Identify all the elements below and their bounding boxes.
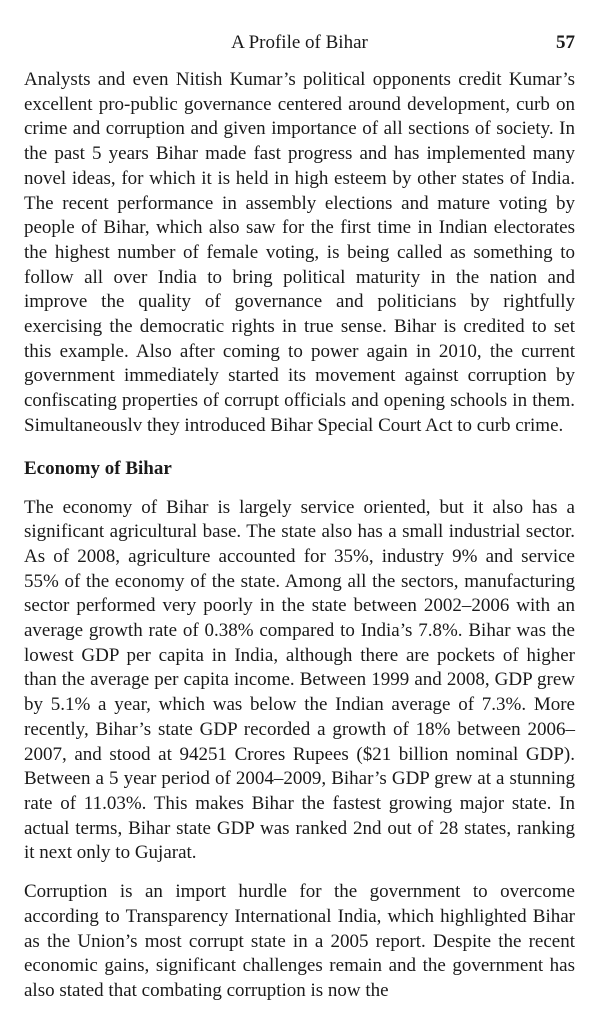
paragraph-economy: The economy of Bihar is largely service oriented, but it also has a significant agricultural base. The state also has a small industrial sector. As of 2008, agriculture accounted for 35%, industry 9% and service 55% of the economy of the state. Among all the sectors, manufacturing sector performed very poorly in the state between 2002–2006 with an average growth rate of 0.38% compared to India’s 7.8%. Bihar was the lowest GDP per capita in India, although there are pockets of higher than the average per capita income. Between 1999 and 2008, GDP grew by 5.1% a year, which was below the Indian average of 7.3%. More recently, Bihar’s state GDP recorded a growth of 18% between 2006–2007, and stood at 94251 Crores Rupees ($21 billion nominal GDP). Between a 5 year period of 2004–2009, Bihar’s GDP grew at a stunning rate of 11.03%. This makes Bihar the fastest growing major state. In actual terms, Bihar state GDP was ranked 2nd out of 28 states, ranking it next only to Gujarat.: [24, 496, 575, 864]
section-heading-economy: Economy of Bihar: [24, 457, 172, 479]
book-page: [24, 30, 575, 1004]
page-number: 57: [556, 32, 575, 53]
running-header: [24, 30, 575, 56]
paragraph-governance: Analysts and even Nitish Kumar’s political opponents credit Kumar’s excellent pro-public governance centered around development, curb on crime and corruption and given importance of all sections of society. In the past 5 years Bihar made fast progress and has implemented many novel ideas, for which it is held in high esteem by other states of India. The recent performance in assembly elections and mature voting by people of Bihar, which also saw for the first time in Indian electorates the highest number of female voting, is being called as something to follow all over India to bring political maturity in the nation and improve the quality of governance and politicians by rightfully exercising the democratic rights in true sense. Bihar is credited to set this example. Also after coming to power again in 2010, the current government immediately started its movement against corruption by confiscating properties of corrupt officials and opening schools in them. Simultaneouslv they introduced Bihar Special Court Act to curb crime.: [24, 69, 575, 436]
paragraph-spacer: [24, 866, 575, 880]
paragraph-corruption: Corruption is an import hurdle for the government to overcome according to Transparency International India, which highlighted Bihar as the Union’s most corrupt state in a 2005 report. Despite the recent economic gains, significant challenges remain and the government has also stated that combating corruption is now the: [24, 881, 575, 1001]
running-title: A Profile of Bihar: [231, 32, 368, 53]
